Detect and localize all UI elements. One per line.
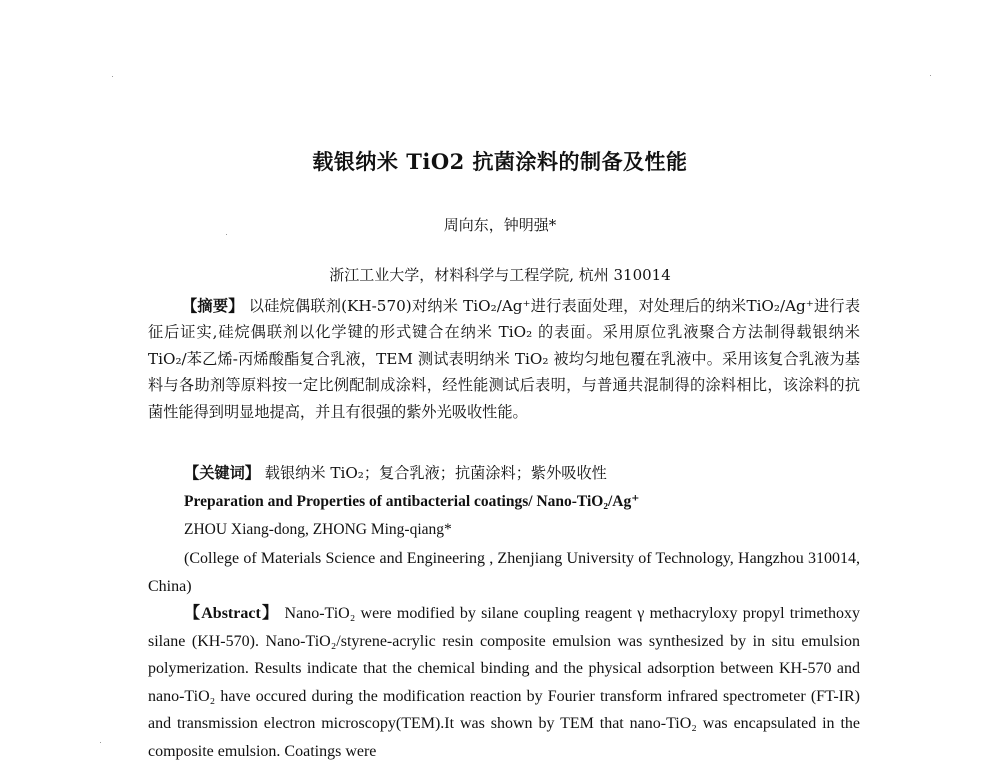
paper-title-cn: 载银纳米 TiO2 抗菌涂料的制备及性能	[312, 149, 688, 174]
abstract-en-text: Nano-TiO₂ were modified by silane coupling reagent γ methacryloxy propyl trimethoxy silane (KH-570). Nano-TiO₂/styrene-acrylic resin composite emulsion was synthesized by in situ emulsion polymerization. Results indicate that the chemical binding and the physical adsorption between KH-570 and nano-TiO₂ have occured during the modification reaction by Fourier transform infrared spectrometer (FT-IR) and transmission electron microscopy(TEM).It was shown by TEM that nano-TiO₂ was encapsulated in the composite emulsion. Coatings were	[148, 605, 861, 760]
abstract-cn	[148, 293, 860, 425]
scan-speck	[100, 742, 101, 743]
scan-speck	[112, 76, 113, 77]
authors-en: ZHOU Xiang-dong, ZHONG Ming-qiang*	[184, 521, 452, 538]
abstract-cn-text: 以硅烷偶联剂(KH-570)对纳米 TiO₂/Ag⁺进行表面处理，对处理后的纳米TiO₂/Ag⁺进行表征后证实,硅烷偶联剂以化学键的形式键合在纳米 TiO₂ 的表面。采用原位乳液聚合方法制得载银纳米 TiO₂/苯乙烯-丙烯酸酯复合乳液，TEM 测试表明纳米 TiO₂ 被均匀地包覆在乳液中。采用该复合乳液为基料与各助剂等原料按一定比例配制成涂料，经性能测试后表明，与普通共混制得的涂料相比，该涂料的抗菌性能得到明显地提高，并且有很强的紫外光吸收性能。	[148, 297, 861, 421]
paper-title-en: Preparation and Properties of antibacterial coatings/ Nano-TiO₂/Ag⁺	[184, 493, 640, 510]
keywords-cn-label: 【关键词】	[184, 464, 260, 482]
keywords-cn	[184, 460, 860, 486]
affiliation-cn: 浙江工业大学，材料科学与工程学院, 杭州 310014	[329, 266, 671, 284]
authors-cn: 周向东，钟明强*	[443, 216, 557, 234]
scan-speck	[930, 75, 931, 76]
affiliation-en: (College of Materials Science and Engineering , Zhenjiang University of Technology, Hangzhou 310014, China)	[148, 550, 860, 595]
abstract-cn-label: 【摘要】	[182, 297, 244, 315]
abstract-en	[148, 600, 860, 766]
scan-speck	[226, 234, 227, 235]
keywords-cn-text: 载银纳米 TiO₂；复合乳液；抗菌涂料；紫外吸收性	[264, 464, 607, 482]
abstract-en-label: 【Abstract】	[184, 605, 280, 622]
